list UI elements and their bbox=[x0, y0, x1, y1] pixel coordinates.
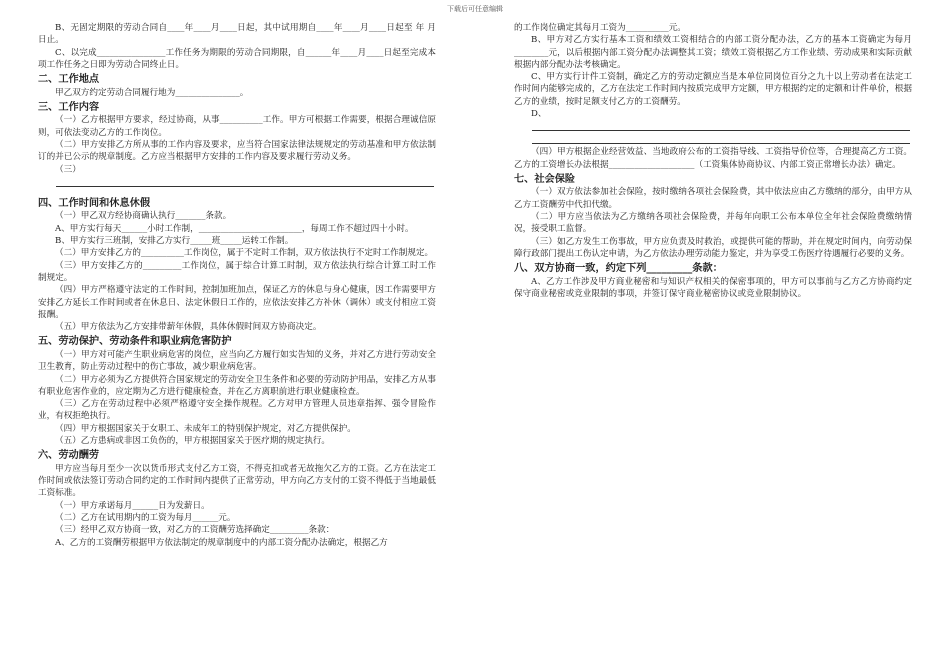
paragraph-insurance-3: （三）如乙方发生工伤事故，甲方应负责及时救治，或提供可能的帮助，并在规定时间内，向劳动保障行政部门提出工伤认定申请，为乙方依法办理劳动能力鉴定，并为享受工伤医疗待遇履行必要的义务。 bbox=[514, 236, 912, 259]
paragraph-pay-intro: 甲方应当每月至少一次以货币形式支付乙方工资，不得克扣或者无故拖欠乙方的工资。乙方在法定工作时间或依法签订劳动合同约定的工作时间内提供了正常劳动，甲方向乙方支付的工资不得低于当地最低工资标准。 bbox=[38, 463, 436, 499]
paragraph-safety-4: （四）甲方根据国家关于女职工、未成年工的特别保护规定，对乙方提供保护。 bbox=[55, 423, 356, 434]
paragraph-fixed-term: B、无固定期限的劳动合同自____年____月____日起，其中试用期自____年____月____日起至 年 月 日止。 bbox=[38, 23, 436, 46]
heading-labor-protection: 五、劳动保护、劳动条件和职业病危害防护 bbox=[38, 336, 232, 348]
paragraph-insurance-1: （一）双方依法参加社会保险，按时缴纳各项社会保险费，其中依法应由乙方缴纳的部分，由甲方从乙方工资酬劳中代扣代缴。 bbox=[514, 187, 912, 210]
paragraph-content-1: （一）乙方根据甲方要求，经过协商，从事__________工作。甲方可根据工作需要，根据合理诚信原则，可依法变动乙方的工作岗位。 bbox=[38, 115, 436, 138]
right-column bbox=[514, 22, 912, 300]
blank-line bbox=[532, 120, 910, 131]
paragraph-hours-2: （二）甲方安排乙方的__________工作岗位，属于不定时工作制，双方依法执行不定时工作制规定。 bbox=[55, 248, 434, 259]
paragraph-work-place: 甲乙双方约定劳动合同履行地为_______________。 bbox=[55, 87, 249, 98]
paragraph-hours-4: （四）甲方严格遵守法定的工作时间，控制加班加点，保证乙方的休息与身心健康，因工作需要甲方安排乙方延长工作时间或者在休息日、法定休假日工作的，应依法安排乙方补休（调休）或支付相应工资报酬。 bbox=[38, 285, 436, 320]
paragraph-pay-4: （四）甲方根据企业经营效益、当地政府公布的工资指导线、工资指导价位等，合理提高乙方工资。乙方的工资增长办法根据____________________（工资集体协商协议、内部工资正常增长办法）确定。 bbox=[514, 147, 912, 170]
heading-labor-pay: 六、劳动酬劳 bbox=[38, 450, 100, 462]
paragraph-safety-5: （五）乙方患病或非因工负伤的，甲方根据国家关于医疗期的规定执行。 bbox=[55, 436, 331, 447]
paragraph-pay-c: C、甲方实行计件工资制，确定乙方的劳动定额应当是本单位同岗位百分之九十以上劳动者在法定工作时间内能够完成的，乙方在法定工作时间内按质完成甲方定额，甲方根据约定的定额和计件单价，根据乙方的业绩，按时足额支付乙方的工资酬劳。 bbox=[514, 72, 912, 107]
left-column bbox=[38, 22, 436, 549]
paragraph-content-2: （二）甲方安排乙方所从事的工作内容及要求，应当符合国家法律法规规定的劳动基准和甲方依法制订的并已公示的规章制度。乙方应当根据甲方安排的工作内容及要求履行劳动义务。 bbox=[38, 140, 436, 163]
paragraph-hours-3: （三）甲方安排乙方的_________工作岗位，属于综合计算工时制，双方依法执行综合计算工时工作制规定。 bbox=[38, 260, 436, 283]
paragraph-pay-d: D、 bbox=[531, 109, 547, 120]
paragraph-pay-2: （二）乙方在试用期内的工资为每月______元。 bbox=[55, 513, 236, 523]
paragraph-pay-a: A、乙方的工资酬劳根据甲方依法制定的规章制度中的内部工资分配办法确定，根据乙方 bbox=[55, 537, 388, 548]
blank-line bbox=[56, 176, 434, 187]
paragraph-hours-b: B、甲方实行三班制，安排乙方实行_____班_____运转工作制。 bbox=[55, 236, 294, 247]
paragraph-pay-3: （三）经甲乙双方协商一致，对乙方的工资酬劳选择确定_________条款： bbox=[55, 525, 335, 536]
header-note: 下载后可任意编辑 bbox=[447, 5, 503, 13]
heading-social-insurance: 七、社会保险 bbox=[514, 173, 576, 185]
paragraph-hours-a: A、甲方实行每天______小时工作制，________________________，每周工作不超过四十小时。 bbox=[55, 223, 414, 234]
paragraph-safety-1: （一）甲方对可能产生职业病危害的岗位，应当向乙方履行如实告知的义务，并对乙方进行劳动安全卫生教育，防止劳动过程中的伤亡事故，减少职业病危害。 bbox=[38, 349, 436, 373]
paragraph-pay-b: B、甲方对乙方实行基本工资和绩效工资相结合的内部工资分配办法，乙方的基本工资确定为每月________元，以后根据内部工资分配办法调整其工资；绩效工资根据乙方工作业绩、劳动成果和实际贡献根据内部分配办法考核确定。 bbox=[514, 35, 912, 70]
heading-mutual-agreement: 八、双方协商一致，约定下列_________条款： bbox=[514, 263, 723, 275]
paragraph-hours-5: （五）甲方依法为乙方安排带薪年休假，具体休假时间双方协商决定。 bbox=[55, 322, 322, 333]
paragraph-safety-3: （三）乙方在劳动过程中必须严格遵守安全操作规程。乙方对甲方管理人员违章指挥、强令冒险作业，有权拒绝执行。 bbox=[38, 399, 436, 422]
heading-work-place: 二、工作地点 bbox=[38, 74, 100, 86]
paragraph-pay-1: （一）甲方承诺每月______日为发薪日。 bbox=[55, 500, 210, 511]
paragraph-agreement-a: A、乙方工作涉及甲方商业秘密和与知识产权相关的保密事项的，甲方可以事前与乙方乙方协商约定保守商业秘密或竞业限制的事项，并签订保守商业秘密协议或竞业限制协议。 bbox=[514, 276, 912, 300]
heading-work-content: 三、工作内容 bbox=[38, 101, 100, 113]
blank-line bbox=[532, 133, 910, 144]
paragraph-hours-1: （一）甲乙双方经协商确认执行_______条款。 bbox=[55, 211, 232, 222]
paragraph-content-3: （三） bbox=[55, 164, 81, 175]
heading-work-hours: 四、工作时间和休息休假 bbox=[38, 197, 151, 209]
paragraph-insurance-2: （二）甲方应当依法为乙方缴纳各项社会保险费，并每年向职工公布本单位全年社会保险费缴纳情况，接受职工监督。 bbox=[514, 212, 912, 235]
paragraph-pay-a-continued: 的工作岗位确定其每月工资为__________元。 bbox=[514, 23, 686, 33]
paragraph-task-term: C、以完成________________工作任务为期限的劳动合同期限，自______年____月____日起至完成本项工作任务之日即为劳动合同终止日。 bbox=[38, 47, 436, 70]
paragraph-safety-2: （二）甲方必须为乙方提供符合国家规定的劳动安全卫生条件和必要的劳动防护用品，安排乙方从事有职业危害作业的，应定期为乙方进行健康检查，并在乙方离职前进行职业健康检查。 bbox=[38, 374, 436, 397]
